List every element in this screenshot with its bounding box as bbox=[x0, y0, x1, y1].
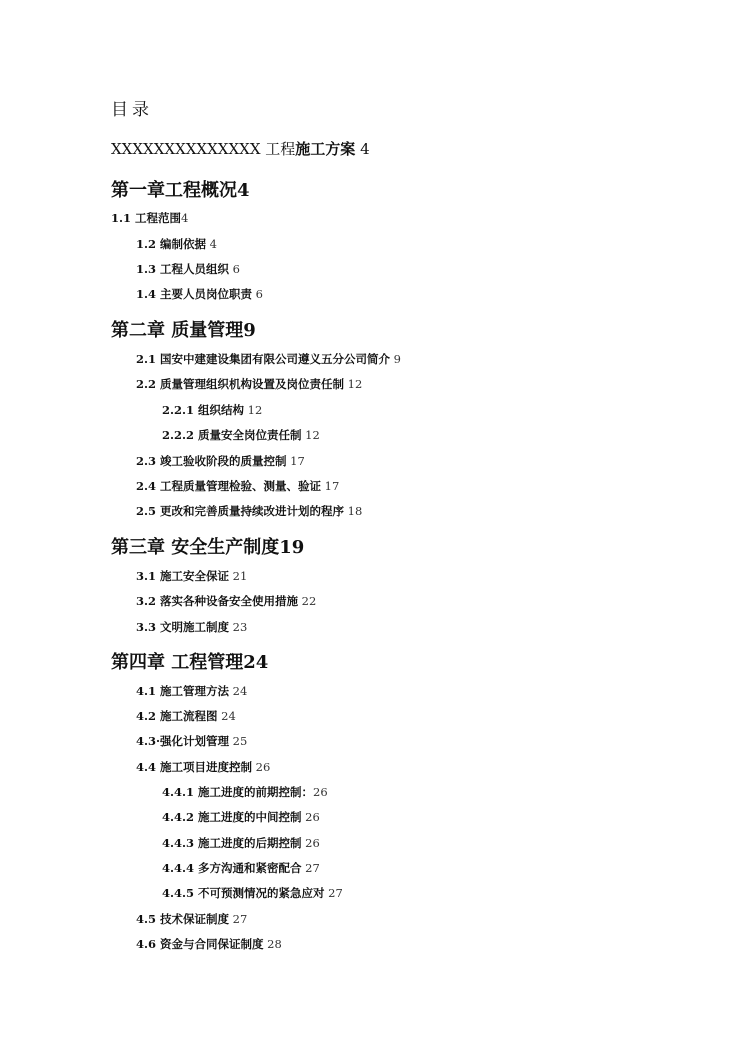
page-number: 21 bbox=[229, 569, 248, 583]
toc-entry-2-3[interactable] bbox=[136, 453, 305, 469]
page-number: 26 bbox=[301, 810, 320, 824]
page-number: 4 bbox=[206, 237, 217, 251]
page-number: 24 bbox=[217, 709, 236, 723]
toc-entry-3-2[interactable] bbox=[136, 593, 316, 609]
toc-entry-label: 第三章 安全生产制度 bbox=[111, 537, 280, 558]
toc-entry-1-4[interactable] bbox=[136, 286, 263, 302]
page-number: 4 bbox=[237, 180, 250, 201]
page-number: 24 bbox=[229, 684, 248, 698]
toc-entry-label: 2.5 更改和完善质量持续改进计划的程序 bbox=[136, 504, 345, 518]
toc-chapter-2[interactable] bbox=[111, 316, 256, 342]
toc-entry-2-1[interactable] bbox=[136, 351, 401, 367]
toc-entry-label: 4.5 技术保证制度 bbox=[136, 912, 230, 926]
doc-title-prefix: XXXXXXXXXXXXXX 工程 bbox=[111, 140, 296, 158]
page-number: 28 bbox=[263, 937, 282, 951]
toc-entry-4-6[interactable] bbox=[136, 936, 282, 952]
page-number: 22 bbox=[298, 594, 317, 608]
page-number: 6 bbox=[229, 262, 240, 276]
toc-entry-1-2[interactable] bbox=[136, 236, 217, 252]
page-number: 27 bbox=[229, 912, 248, 926]
toc-entry-label: 3.2 落实各种设备安全使用措施 bbox=[136, 594, 299, 608]
toc-entry-3-3[interactable] bbox=[136, 619, 247, 635]
toc-entry-label: 1.2 编制依据 bbox=[136, 237, 207, 251]
page-number: 26 bbox=[313, 785, 328, 799]
toc-entry-label: 第二章 质量管理 bbox=[111, 320, 244, 341]
page-number: 6 bbox=[252, 287, 263, 301]
toc-entry-label: 4.4.2 施工进度的中间控制 bbox=[162, 810, 302, 824]
page-number: 27 bbox=[324, 886, 343, 900]
doc-title-bold: 施工方案 bbox=[295, 140, 356, 158]
toc-entry-label: 2.4 工程质量管理检验、测量、验证 bbox=[136, 479, 322, 493]
toc-entry-label: 2.1 国安中建建设集团有限公司遵义五分公司简介 bbox=[136, 352, 391, 366]
page-number: 27 bbox=[301, 861, 320, 875]
page-number: 26 bbox=[301, 836, 320, 850]
toc-entry-label: 3.1 施工安全保证 bbox=[136, 569, 230, 583]
toc-entry-4-4[interactable] bbox=[136, 759, 270, 775]
page-number: 12 bbox=[301, 428, 320, 442]
toc-entry-label: 4.4.5 不可预测情况的紧急应对 bbox=[162, 886, 325, 900]
toc-entry-label: 4.3·强化计划管理 bbox=[136, 734, 230, 748]
toc-entry-4-5[interactable] bbox=[136, 911, 247, 927]
page-number: 4 bbox=[181, 211, 189, 225]
toc-entry-label: 第一章工程概况 bbox=[111, 180, 237, 201]
toc-entry-label: 4.1 施工管理方法 bbox=[136, 684, 230, 698]
toc-chapter-3[interactable] bbox=[111, 533, 304, 559]
page-number: 23 bbox=[229, 620, 248, 634]
toc-entry-4-4-2[interactable] bbox=[162, 809, 320, 825]
toc-heading: 目录 bbox=[111, 100, 153, 120]
toc-entry-4-4-4[interactable] bbox=[162, 860, 320, 876]
toc-chapter-1[interactable] bbox=[111, 176, 250, 202]
toc-chapter-4[interactable] bbox=[111, 648, 268, 674]
toc-entry-label: 2.2.1 组织结构 bbox=[162, 403, 245, 417]
page-number: 9 bbox=[243, 320, 256, 341]
toc-entry-label: 1.1 工程范围 bbox=[111, 211, 182, 225]
toc-entry-4-4-1[interactable] bbox=[162, 784, 328, 800]
page-number: 4 bbox=[355, 140, 370, 158]
toc-entry-2-2[interactable] bbox=[136, 376, 362, 392]
toc-entry-2-2-2[interactable] bbox=[162, 427, 320, 443]
toc-entry-2-4[interactable] bbox=[136, 478, 339, 494]
toc-entry-1-3[interactable] bbox=[136, 261, 240, 277]
toc-entry-label: 4.4 施工项目进度控制 bbox=[136, 760, 253, 774]
page-number: 18 bbox=[344, 504, 363, 518]
toc-entry-2-5[interactable] bbox=[136, 503, 362, 519]
page-number: 17 bbox=[286, 454, 305, 468]
toc-entry-3-1[interactable] bbox=[136, 568, 247, 584]
page-number: 25 bbox=[229, 734, 248, 748]
toc-entry-label: 4.4.1 施工进度的前期控制： bbox=[162, 785, 314, 799]
page-number: 12 bbox=[244, 403, 263, 417]
toc-entry-label: 4.4.4 多方沟通和紧密配合 bbox=[162, 861, 302, 875]
toc-entry-label: 4.6 资金与合同保证制度 bbox=[136, 937, 264, 951]
toc-entry-4-1[interactable] bbox=[136, 683, 247, 699]
page-number: 24 bbox=[243, 652, 269, 673]
toc-entry-label: 2.2.2 质量安全岗位责任制 bbox=[162, 428, 302, 442]
toc-entry-1-1[interactable] bbox=[111, 210, 188, 226]
toc-entry-label: 2.2 质量管理组织机构设置及岗位责任制 bbox=[136, 377, 345, 391]
toc-entry-label: 1.4 主要人员岗位职责 bbox=[136, 287, 253, 301]
toc-entry-4-2[interactable] bbox=[136, 708, 236, 724]
toc-entry-4-3[interactable] bbox=[136, 733, 247, 749]
toc-entry-label: 1.3 工程人员组织 bbox=[136, 262, 230, 276]
toc-entry-4-4-5[interactable] bbox=[162, 885, 343, 901]
page-number: 26 bbox=[252, 760, 271, 774]
page-number: 19 bbox=[279, 537, 305, 558]
toc-entry-2-2-1[interactable] bbox=[162, 402, 262, 418]
toc-entry-label: 4.4.3 施工进度的后期控制 bbox=[162, 836, 302, 850]
toc-entry-label: 第四章 工程管理 bbox=[111, 652, 244, 673]
toc-entry-4-4-3[interactable] bbox=[162, 835, 320, 851]
page-number: 9 bbox=[390, 352, 401, 366]
toc-entry-label: 4.2 施工流程图 bbox=[136, 709, 218, 723]
toc-entry-doc-title[interactable] bbox=[111, 138, 370, 159]
toc-entry-label: 2.3 竣工验收阶段的质量控制 bbox=[136, 454, 287, 468]
page-number: 17 bbox=[321, 479, 340, 493]
toc-entry-label: 3.3 文明施工制度 bbox=[136, 620, 230, 634]
page-number: 12 bbox=[344, 377, 363, 391]
